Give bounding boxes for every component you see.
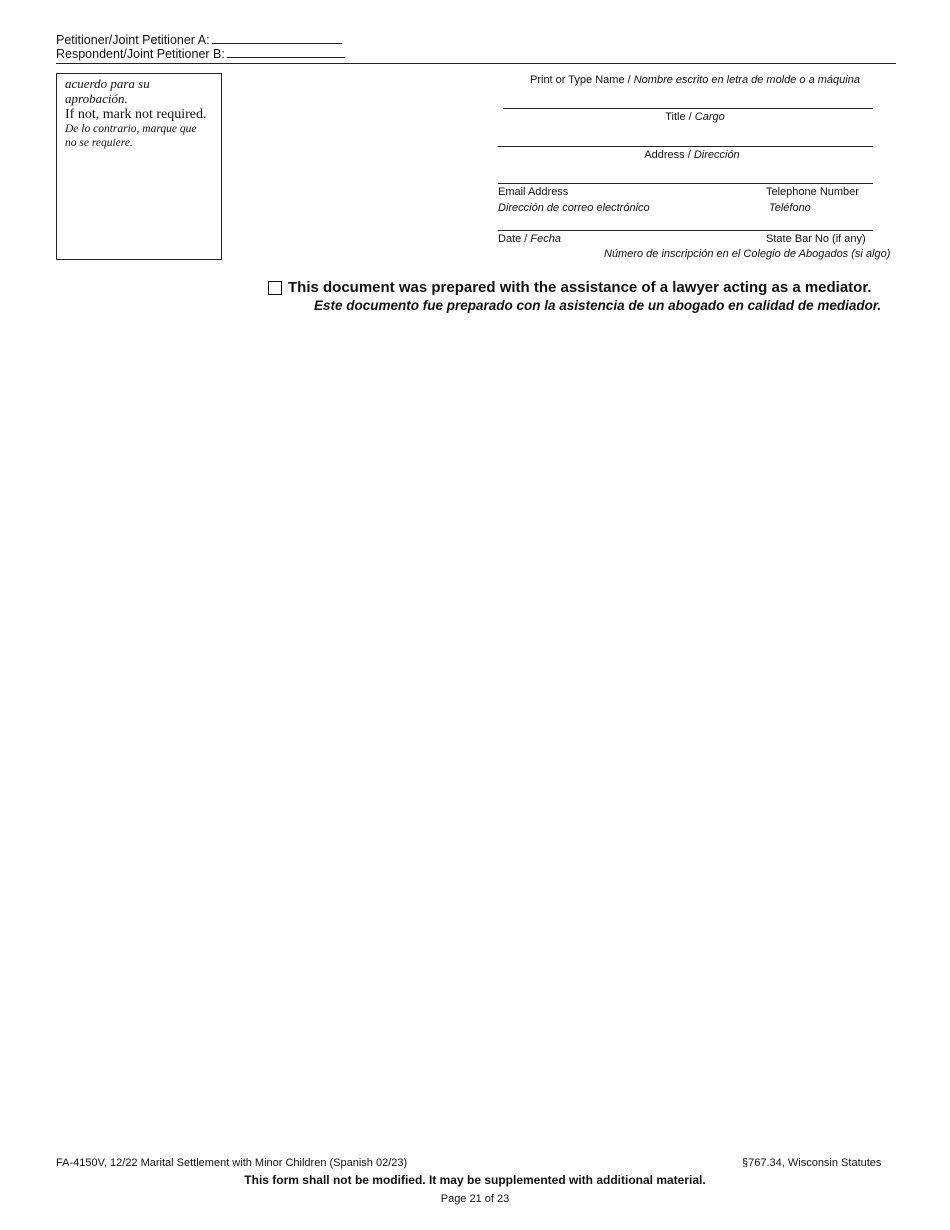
bar-label-es: Número de inscripción en el Colegio de Abogados (si algo): [604, 248, 891, 260]
page-number: Page 21 of 23: [440, 1193, 510, 1205]
approval-text-5: no se requiere.: [65, 136, 133, 149]
title-label-es: Cargo: [694, 111, 725, 123]
name-label-es: Nombre escrito en letra de molde o a máquina: [633, 74, 860, 86]
statute-reference: §767.34, Wisconsin Statutes: [742, 1157, 882, 1169]
title-line[interactable]: [503, 108, 873, 109]
phone-label: Telephone Number: [766, 186, 859, 198]
address-line[interactable]: [498, 146, 873, 147]
mediator-text-es: Este documento fue preparado con la asistencia de un abogado en calidad de mediador.: [314, 298, 882, 313]
petitioner-line: [56, 33, 342, 47]
approval-text-2: aprobación.: [65, 91, 128, 106]
form-id: FA-4150V, 12/22 Marital Settlement with Minor Children (Spanish 02/23): [56, 1157, 408, 1169]
mediator-text: This document was prepared with the assistance of a lawyer acting as a mediator.: [288, 279, 872, 296]
respondent-blank: [227, 47, 345, 58]
date-bar-line[interactable]: [498, 230, 873, 231]
bar-label: State Bar No (if any): [766, 233, 866, 245]
date-label-es: Fecha: [530, 233, 561, 245]
approval-text-4: De lo contrario, marque que: [65, 123, 197, 135]
name-label-row: [530, 74, 860, 87]
address-label-row: [498, 149, 886, 162]
approval-box: [56, 73, 222, 260]
respondent-label: Respondent/Joint Petitioner B:: [56, 47, 225, 61]
approval-text-3: If not, mark not required.: [65, 107, 207, 122]
title-label-row: [498, 111, 892, 124]
respondent-line: [56, 47, 345, 61]
date-label: Date /: [498, 233, 528, 245]
email-label-es: Dirección de correo electrónico: [498, 202, 650, 214]
email-label: Email Address: [498, 186, 569, 198]
phone-label-es: Teléfono: [769, 202, 811, 214]
date-label-row: [498, 233, 561, 246]
petitioner-blank: [212, 33, 342, 44]
address-label-es: Dirección: [693, 149, 740, 161]
petitioner-label: Petitioner/Joint Petitioner A:: [56, 33, 210, 47]
contact-line[interactable]: [498, 183, 873, 184]
title-label: Title /: [665, 111, 692, 123]
name-label: Print or Type Name /: [530, 74, 631, 86]
address-label: Address /: [644, 149, 691, 161]
footer-notice: This form shall not be modified. It may be supplemented with additional material.: [244, 1173, 706, 1187]
mediator-checkbox[interactable]: [268, 281, 282, 295]
approval-text-1: acuerdo para su: [65, 76, 150, 91]
header-divider: [56, 63, 896, 64]
